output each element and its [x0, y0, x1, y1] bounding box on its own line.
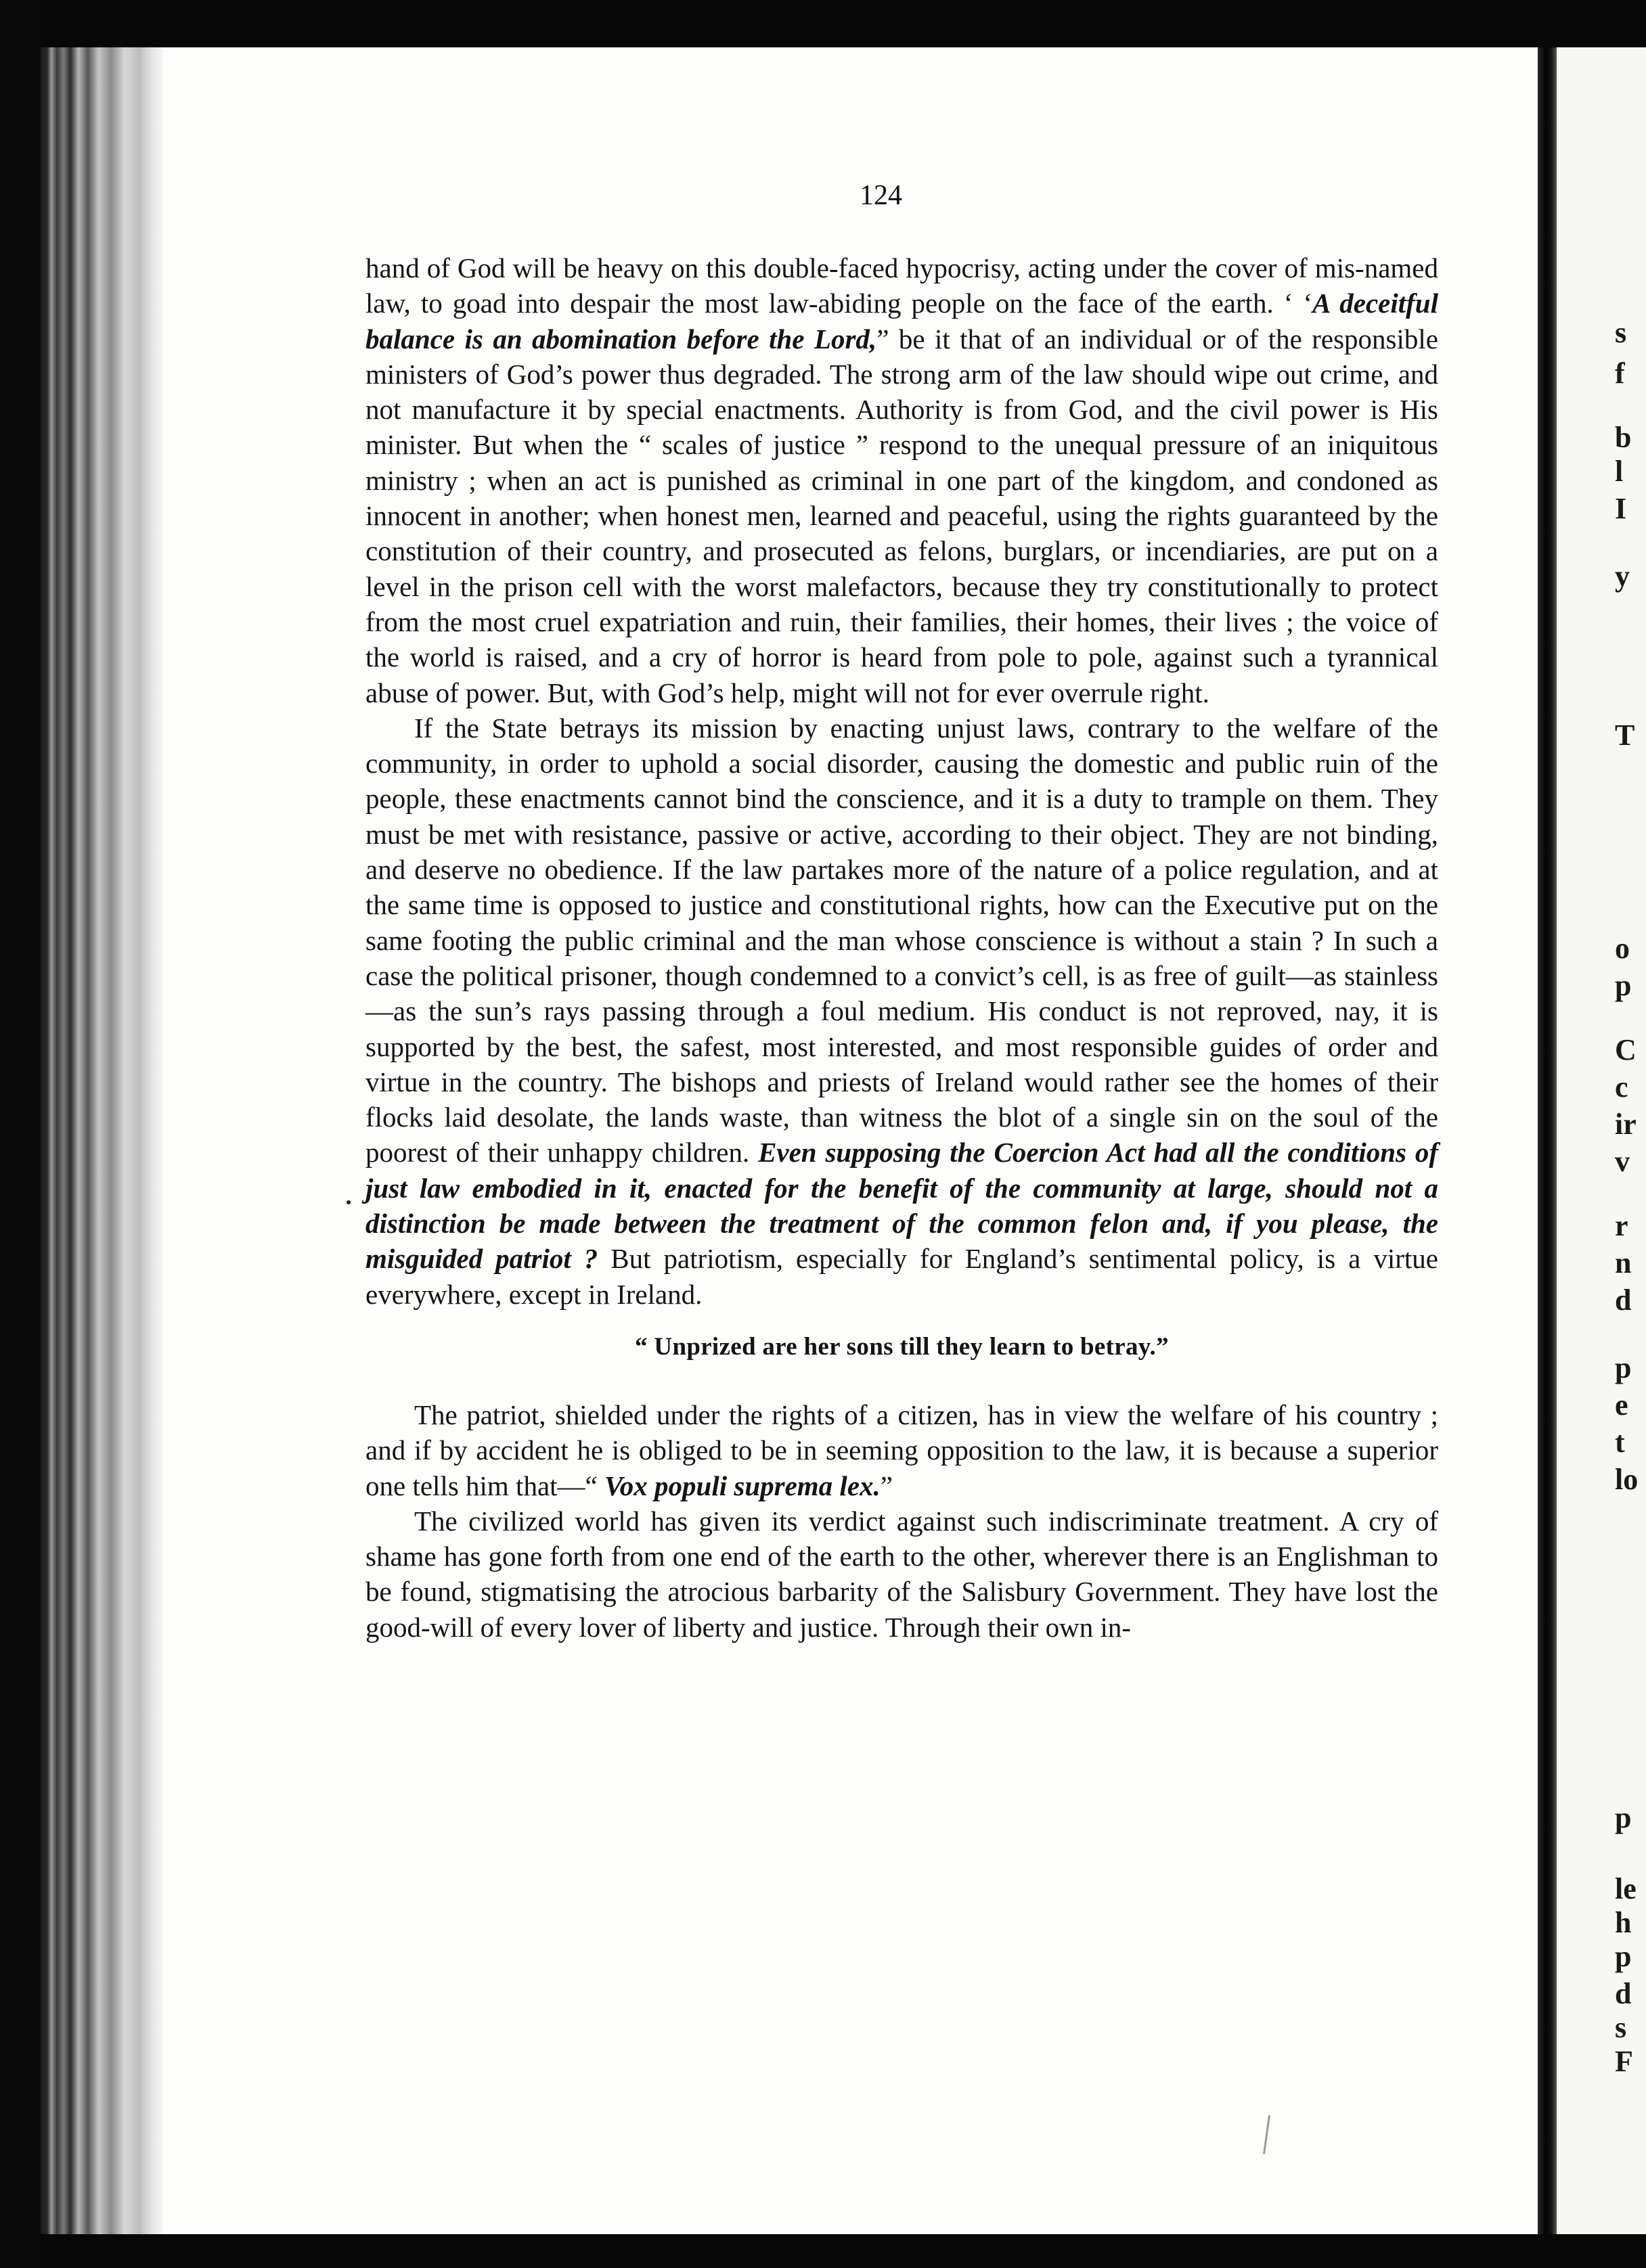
paragraph-text: ”: [880, 1470, 893, 1501]
facing-page: [1557, 47, 1646, 2234]
paragraph-text: The civilized world has given its verdict against such indiscriminate treatment. A cry of shame has gone forth from one end of the earth to the other, wherever there is an Englishman to be found, stigmatising the atrocious barbarity of the Salisbury Government. They have lost the good-will of every lover of liberty and justice. Through their own in-: [365, 1505, 1438, 1643]
facing-page-fragment: e: [1615, 1388, 1628, 1422]
paragraph-text: But patriotism, especially for England’s sentimental policy, is a virtue everywhere, except in Ireland.: [365, 1243, 1438, 1310]
facing-page-fragment: h: [1615, 1906, 1632, 1939]
facing-page-fragment: r: [1615, 1209, 1628, 1242]
italic-text: Even supposing the Coercion Act had all the conditions of just law embodied in it, enacted for the benefit of the community at large, should not a distinction be made between the treatment of the common felon and, if you please, the misguided patriot ?: [365, 1137, 1438, 1275]
paragraph: [365, 1503, 1438, 1645]
ink-mark: [347, 1200, 351, 1204]
page-gutter: [1538, 47, 1557, 2234]
facing-page-fragment: t: [1615, 1426, 1625, 1459]
paragraph: [365, 1397, 1438, 1503]
paragraph-text: The patriot, shielded under the rights of a citizen, has in view the welfare of his country ; and if by accident he is obliged to be in seeming opposition to the law, it is because a superior one tells him that—“: [365, 1399, 1438, 1501]
facing-page-fragment: le: [1615, 1872, 1637, 1905]
facing-page-fragment: C: [1615, 1033, 1637, 1066]
facing-page-fragment: d: [1615, 1977, 1632, 2010]
scan-border-bottom: [0, 2234, 1646, 2268]
paragraphs-after-quote: [365, 1397, 1438, 1645]
body-text: [365, 250, 1438, 1645]
facing-page-fragment: f: [1615, 357, 1625, 390]
facing-page-fragment: s: [1615, 316, 1627, 349]
facing-page-fragment: b: [1615, 421, 1632, 454]
facing-page-fragment: c: [1615, 1070, 1628, 1104]
facing-page-fragment: d: [1615, 1284, 1632, 1317]
facing-page-fragment: p: [1615, 1940, 1632, 1973]
italic-text: Vox populi suprema lex.: [604, 1470, 881, 1501]
scan-border-left: [0, 0, 41, 2268]
facing-page-fragment: p: [1615, 1351, 1632, 1384]
book-binding: [41, 47, 162, 2234]
facing-page-fragment: n: [1615, 1246, 1632, 1279]
paragraphs-before-quote: [365, 250, 1438, 1312]
facing-page-fragment: p: [1615, 969, 1632, 1002]
facing-page-fragment: T: [1615, 719, 1635, 752]
poem-quote: “ Unprized are her sons till they learn to betray.”: [635, 1332, 1169, 1361]
scan-border-top: [0, 0, 1646, 47]
facing-page-fragment: F: [1615, 2045, 1633, 2078]
facing-page-fragment: y: [1615, 560, 1630, 593]
italic-text: A deceitful balance is an abomination before the Lord,: [365, 288, 1438, 355]
paragraph: [365, 250, 1438, 710]
facing-page-fragment: o: [1615, 932, 1630, 965]
facing-page-fragment: v: [1615, 1145, 1630, 1178]
facing-page-fragment: p: [1615, 1801, 1632, 1834]
page-number: 124: [860, 180, 902, 211]
facing-page-fragment: s: [1615, 2011, 1627, 2044]
facing-page-fragment: lo: [1615, 1463, 1639, 1496]
paragraph-text: ” be it that of an individual or of the responsible ministers of God’s power thus degraded. The strong arm of the law should wipe out crime, and not manufacture it by special enactments. Authority is from God, and the civil power is His minister. But when the “ scales of justice ” respond to the unequal pressure of an iniquitous ministry ; when an act is punished as criminal in one part of the kingdom, and condoned as innocent in another; when honest men, learned and peaceful, using the rights guaranteed by the constitution of their country, and prosecuted as felons, burglars, or incendiaries, are put on a level in the prison cell with the worst malefactors, because they try constitutionally to protect from the most cruel expatriation and ruin, their families, their homes, their lives ; the voice of the world is raised, and a cry of horror is heard from pole to pole, against such a tyrannical abuse of power. But, with God’s help, might will not for ever overrule right.: [365, 323, 1438, 708]
paragraph-text: hand of God will be heavy on this double-faced hypocrisy, acting under the cover of mis-named law, to goad into despair the most law-abiding people on the face of the earth. ‘ ‘: [365, 252, 1438, 319]
paragraph: [365, 710, 1438, 1312]
paragraph-text: If the State betrays its mission by enacting unjust laws, contrary to the welfare of the community, in order to uphold a social disorder, causing the domestic and public ruin of the people, these enactments cannot bind the conscience, and it is a duty to trample on them. They must be met with resistance, passive or active, according to their object. They are not binding, and deserve no obedience. If the law partakes more of the nature of a police regulation, and at the same time is opposed to justice and constitutional rights, how can the Executive put on the same footing the public criminal and the man whose conscience is without a stain ? In such a case the political prisoner, though condemned to a convict’s cell, is as free of guilt—as stainless—as the sun’s rays passing through a foul medium. His conduct is not reproved, nay, it is supported by the best, the safest, most interested, and most responsible guides of order and virtue in the country. The bishops and priests of Ireland would rather see the homes of their flocks laid desolate, the lands waste, than witness the blot of a single sin on the soul of the poorest of their unhappy children.: [365, 712, 1438, 1169]
facing-page-fragment: l: [1615, 455, 1624, 488]
facing-page-fragment: I: [1615, 492, 1627, 525]
facing-page-fragment: ir: [1615, 1108, 1637, 1141]
